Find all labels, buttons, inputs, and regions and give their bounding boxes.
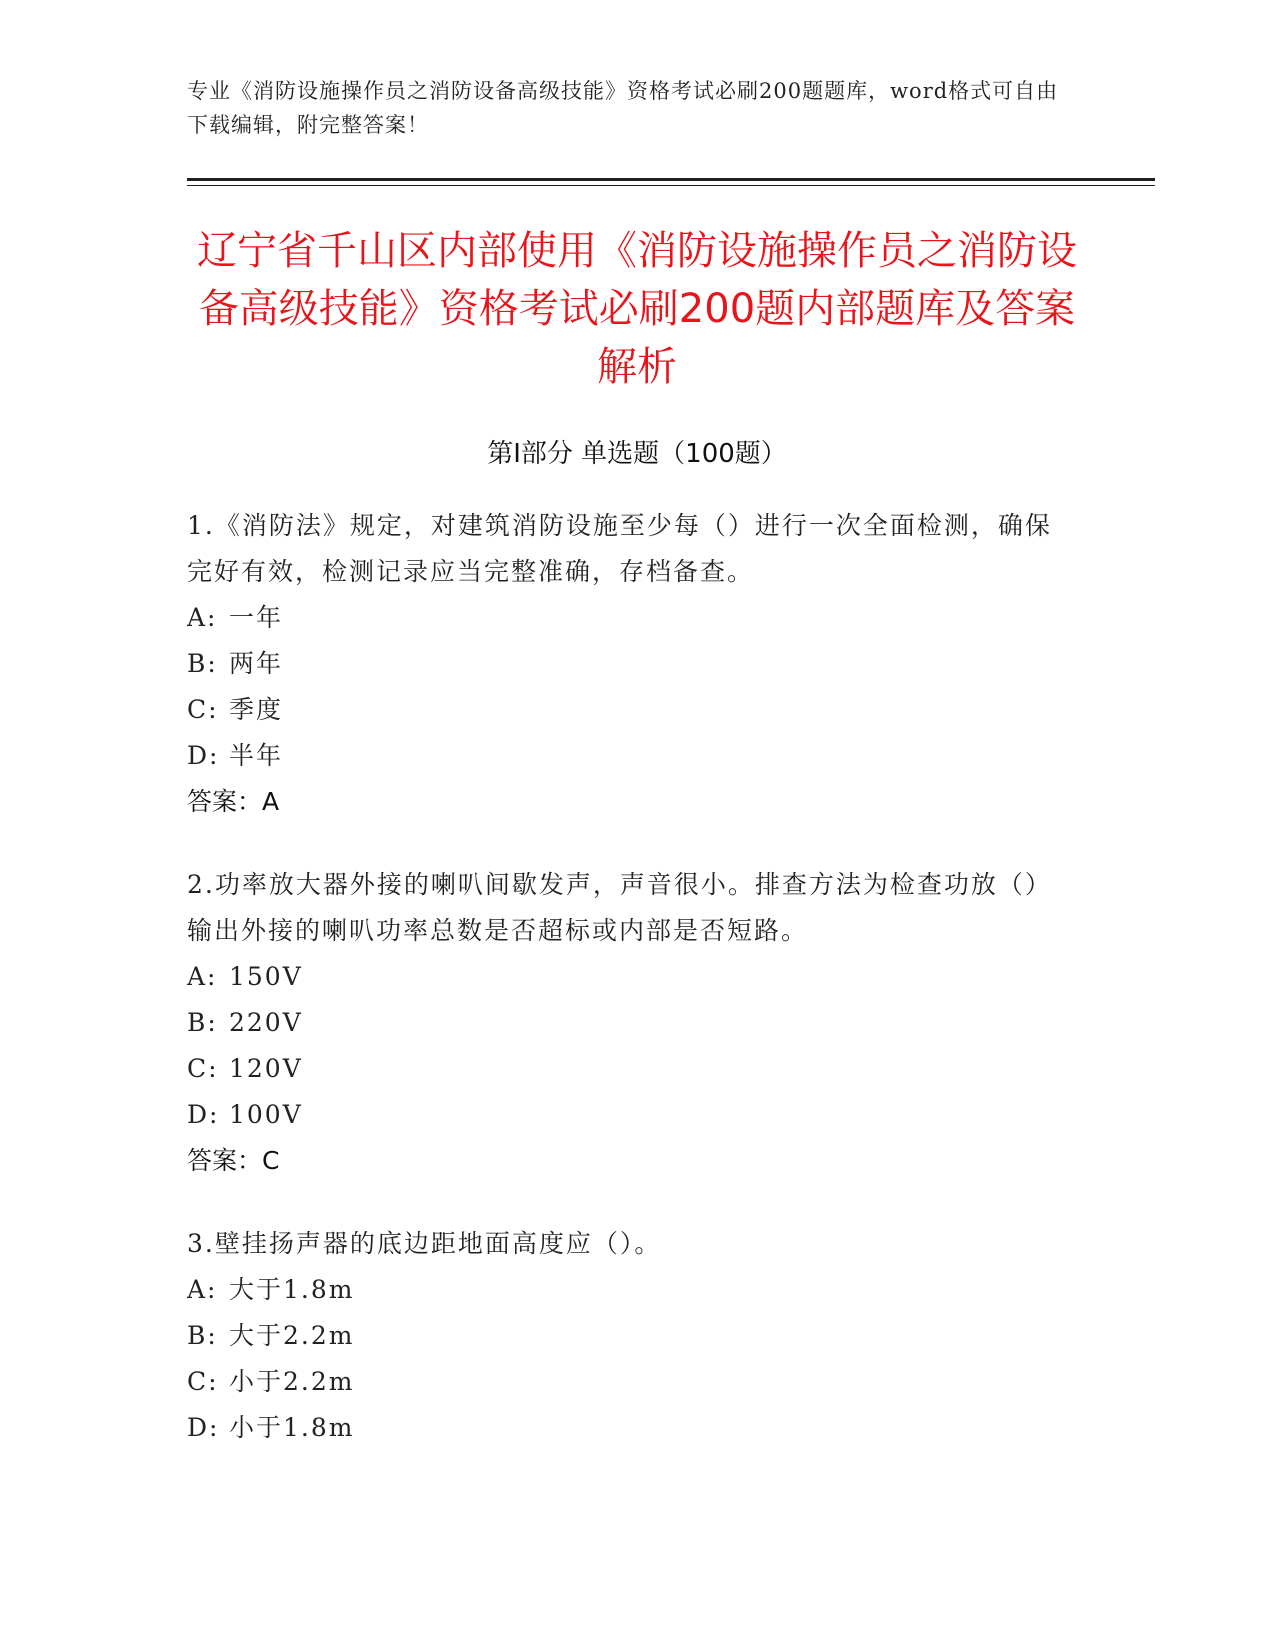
answer-text: 答案：C bbox=[187, 1146, 280, 1175]
header-rule-thin bbox=[187, 185, 1155, 186]
option-key: C: bbox=[187, 695, 219, 724]
option-value: 半年 bbox=[229, 741, 284, 770]
option-value: 小于2.2m bbox=[229, 1367, 355, 1396]
option-key: A: bbox=[187, 962, 218, 991]
option-key: C: bbox=[187, 1367, 219, 1396]
option-value: 220V bbox=[229, 1008, 303, 1037]
option-d bbox=[187, 1405, 1067, 1451]
option-c bbox=[187, 687, 1067, 733]
option-key: D: bbox=[187, 1100, 220, 1129]
option-value: 大于1.8m bbox=[229, 1275, 355, 1304]
option-value: 150V bbox=[229, 962, 303, 991]
question-3 bbox=[187, 1221, 1067, 1451]
option-key: B: bbox=[187, 1321, 218, 1350]
section-title: 第Ⅰ部分 单选题（100题） bbox=[487, 439, 787, 469]
option-d bbox=[187, 733, 1067, 779]
option-value: 大于2.2m bbox=[229, 1321, 355, 1350]
question-text: 2.功率放大器外接的喇叭间歇发声，声音很小。排查方法为检查功放（）输出外接的喇叭功率总数是否超标或内部是否短路。 bbox=[187, 870, 1052, 945]
option-a bbox=[187, 954, 1067, 1000]
option-d bbox=[187, 1092, 1067, 1138]
option-value: 两年 bbox=[229, 649, 284, 678]
option-key: B: bbox=[187, 649, 218, 678]
question-text: 3.壁挂扬声器的底边距地面高度应（）。 bbox=[187, 1229, 662, 1258]
answer-text: 答案：A bbox=[187, 787, 280, 816]
option-c bbox=[187, 1046, 1067, 1092]
header-rule-thick bbox=[187, 178, 1155, 181]
option-value: 120V bbox=[229, 1054, 303, 1083]
option-value: 小于1.8m bbox=[229, 1413, 355, 1442]
question-2 bbox=[187, 862, 1067, 1184]
option-key: B: bbox=[187, 1008, 218, 1037]
option-key: D: bbox=[187, 741, 220, 770]
option-key: A: bbox=[187, 1275, 218, 1304]
option-value: 100V bbox=[229, 1100, 303, 1129]
header-note: 专业《消防设施操作员之消防设备高级技能》资格考试必刷200题题库，word格式可自由下载编辑，附完整答案！ bbox=[187, 79, 1059, 137]
option-key: D: bbox=[187, 1413, 220, 1442]
document-title: 辽宁省千山区内部使用《消防设施操作员之消防设备高级技能》资格考试必刷200题内部题库及答案解析 bbox=[197, 228, 1077, 390]
option-key: C: bbox=[187, 1054, 219, 1083]
option-a bbox=[187, 1267, 1067, 1313]
option-b bbox=[187, 641, 1067, 687]
question-text: 1.《消防法》规定，对建筑消防设施至少每（）进行一次全面检测，确保完好有效，检测记录应当完整准确，存档备查。 bbox=[187, 511, 1052, 586]
option-value: 季度 bbox=[229, 695, 284, 724]
option-c bbox=[187, 1359, 1067, 1405]
option-a bbox=[187, 595, 1067, 641]
option-b bbox=[187, 1313, 1067, 1359]
question-1 bbox=[187, 503, 1067, 825]
option-key: A: bbox=[187, 603, 218, 632]
option-value: 一年 bbox=[229, 603, 284, 632]
option-b bbox=[187, 1000, 1067, 1046]
